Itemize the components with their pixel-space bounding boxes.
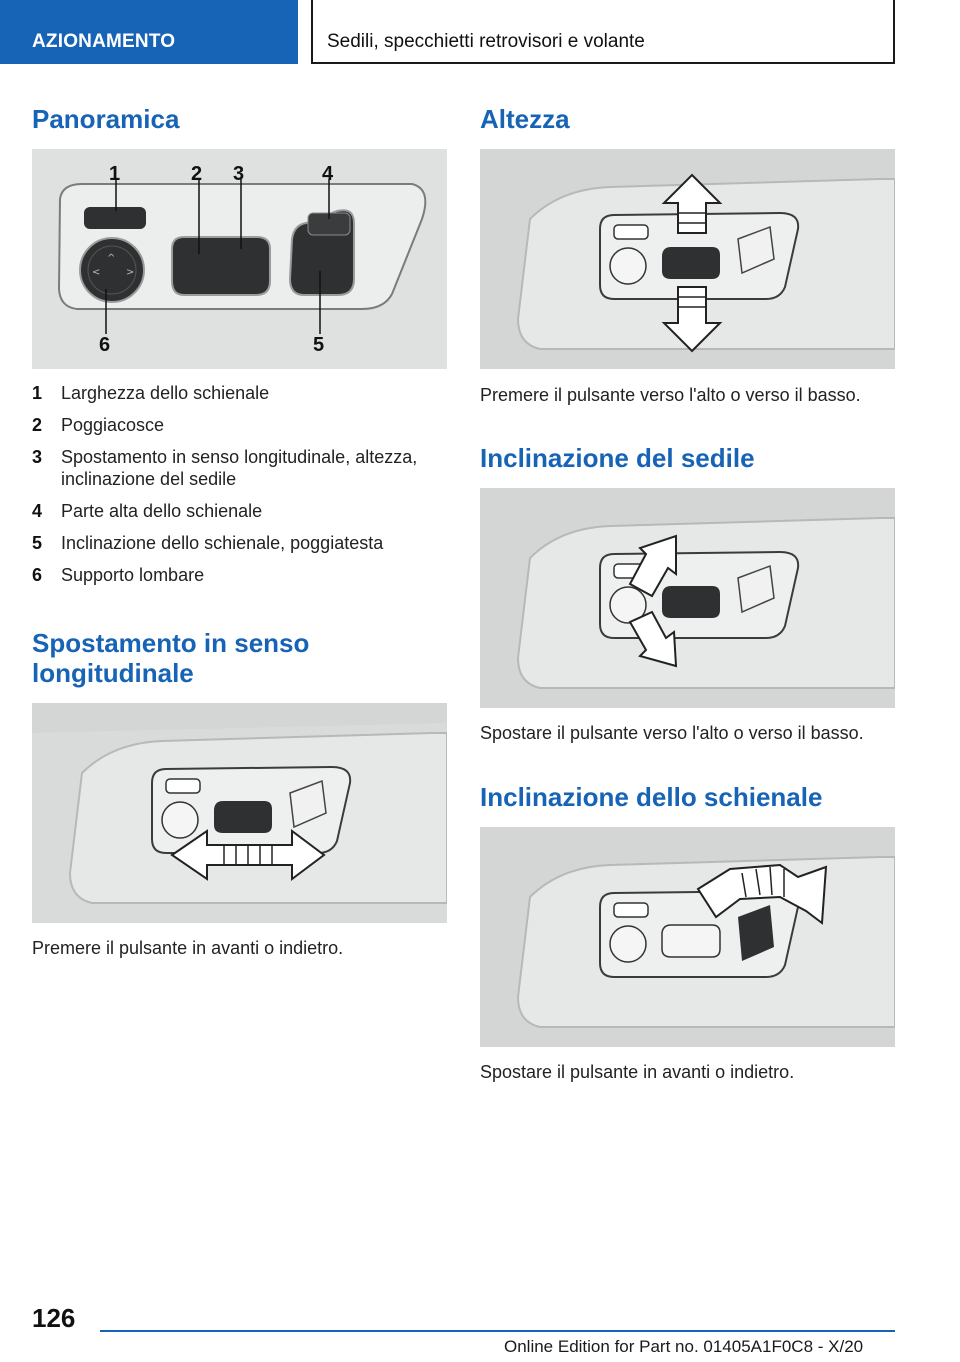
- height-heading: Altezza: [480, 104, 570, 134]
- legend-number: 5: [32, 533, 43, 553]
- legend-item: [32, 564, 452, 586]
- longitudinal-adjust-illustration: [32, 703, 447, 923]
- height-caption: Premere il pulsante verso l'alto o verso il basso.: [480, 385, 861, 405]
- seat-controls-overview-illustration: [32, 149, 447, 369]
- legend-number: 2: [32, 415, 43, 435]
- legend-number: 1: [32, 383, 43, 403]
- legend-item: [32, 414, 452, 436]
- height-figure: [480, 149, 895, 369]
- legend-text: Poggiacosce: [61, 415, 165, 435]
- legend-item: [32, 382, 452, 404]
- section-title: AZIONAMENTO: [32, 31, 176, 52]
- backrest-tilt-illustration: [480, 827, 895, 1047]
- legend-number: 4: [32, 501, 43, 521]
- callout-2: 2: [191, 163, 203, 185]
- legend-item: [32, 446, 452, 490]
- seat-tilt-heading: Inclinazione del sedile: [480, 443, 755, 473]
- overview-heading: Panoramica: [32, 104, 180, 134]
- overview-figure: [32, 149, 447, 369]
- longitudinal-figure: [32, 703, 447, 923]
- callout-4: 4: [322, 163, 334, 185]
- legend-item: [32, 500, 452, 522]
- callout-5: 5: [313, 334, 325, 356]
- callout-1: 1: [109, 163, 121, 185]
- legend-text: Supporto lombare: [61, 565, 205, 585]
- svg-text:<: <: [92, 267, 101, 278]
- legend-text: Spostamento in senso longitudinale, altezza, inclinazione del sedile: [61, 447, 418, 489]
- backrest-tilt-figure: [480, 827, 895, 1047]
- longitudinal-heading-line2: longitudinale: [32, 658, 194, 688]
- seat-tilt-illustration: [480, 488, 895, 708]
- height-adjust-illustration: [480, 149, 895, 369]
- svg-text:^: ^: [107, 253, 116, 264]
- backrest-tilt-heading: Inclinazione dello schienale: [480, 782, 823, 812]
- section-tab: [0, 0, 298, 64]
- page-number: 126: [32, 1303, 76, 1333]
- legend-item: [32, 532, 452, 554]
- chapter-header: [311, 0, 895, 64]
- seat-tilt-caption: Spostare il pulsante verso l'alto o verso il basso.: [480, 723, 864, 743]
- edition-note: Online Edition for Part no. 01405A1F0C8 - X/20: [504, 1337, 864, 1356]
- backrest-tilt-caption: Spostare il pulsante in avanti o indietro.: [480, 1062, 795, 1082]
- footer-divider: [100, 1330, 895, 1332]
- legend-text: Larghezza dello schienale: [61, 383, 270, 403]
- component-legend: [32, 382, 452, 596]
- seat-tilt-figure: [480, 488, 895, 708]
- callout-6: 6: [99, 334, 111, 356]
- legend-number: 6: [32, 565, 43, 585]
- chapter-title: Sedili, specchietti retrovisori e volante: [327, 31, 645, 52]
- legend-text: Inclinazione dello schienale, poggiatesta: [61, 533, 384, 553]
- longitudinal-heading-line1: Spostamento in senso: [32, 628, 310, 658]
- svg-text:>: >: [126, 267, 135, 278]
- longitudinal-heading: [32, 628, 309, 688]
- legend-text: Parte alta dello schienale: [61, 501, 263, 521]
- longitudinal-caption: Premere il pulsante in avanti o indietro.: [32, 938, 344, 958]
- callout-3: 3: [233, 163, 245, 185]
- legend-number: 3: [32, 447, 43, 467]
